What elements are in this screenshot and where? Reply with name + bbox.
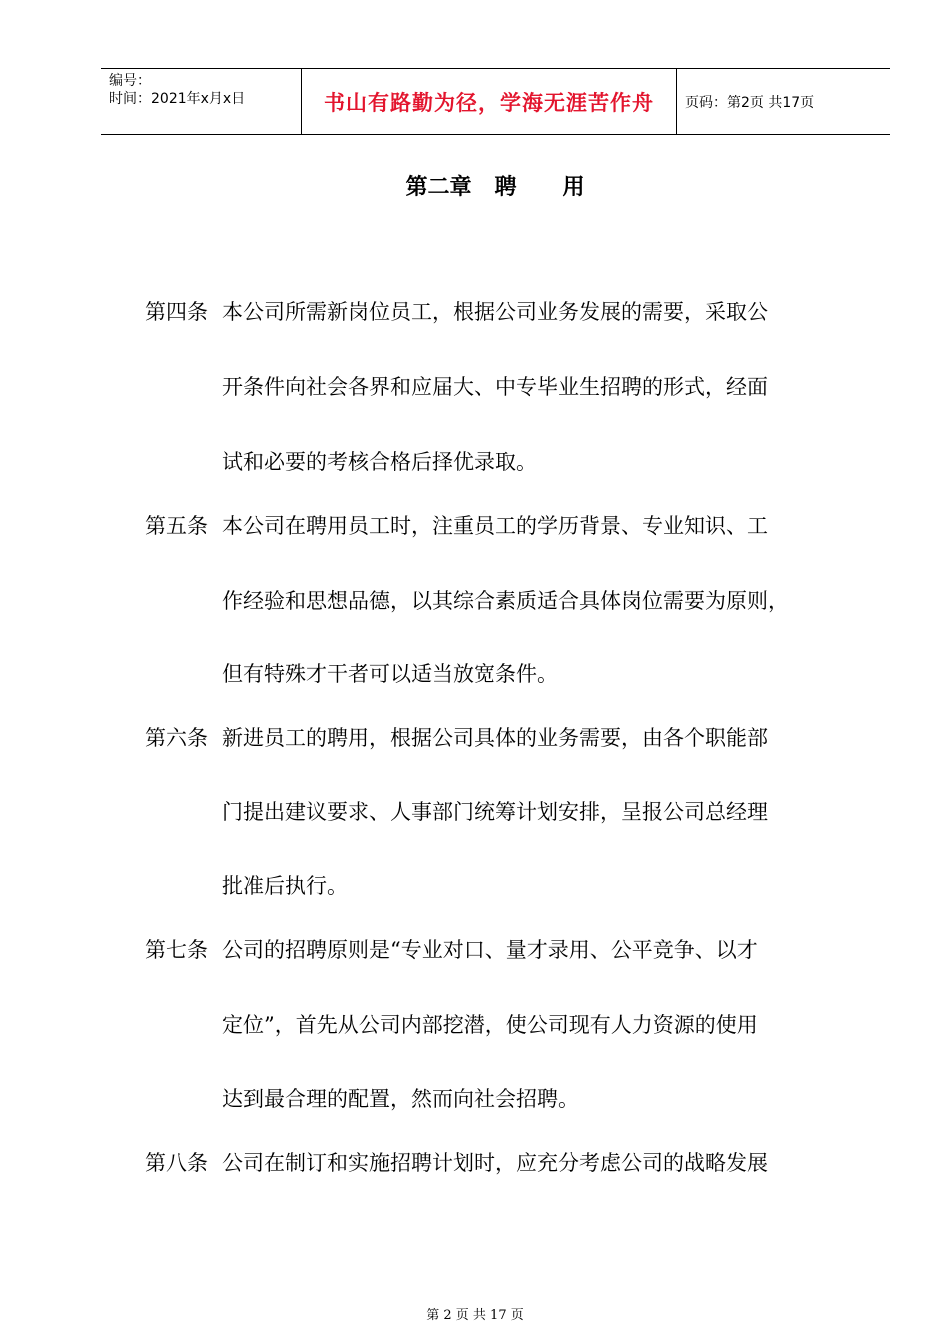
page-footer: 第 2 页 共 17 页 <box>426 1308 524 1323</box>
article-text-line: 门提出建议要求、人事部门统筹计划安排，呈报公司总经理 <box>222 800 768 824</box>
header-page-info: 页码：第2页 共17页 <box>685 95 815 111</box>
article-label: 第四条 <box>145 300 208 324</box>
header-divider <box>676 69 677 135</box>
article-text-line: 试和必要的考核合格后择优录取。 <box>222 450 537 474</box>
article-label: 第五条 <box>145 514 208 538</box>
article-label: 第七条 <box>145 938 208 962</box>
article-text-line: 达到最合理的配置，然而向社会招聘。 <box>222 1087 579 1111</box>
article-text-line: 公司的招聘原则是“专业对口、量才录用、公平竞争、以才 <box>222 938 758 962</box>
article-text-line: 公司在制订和实施招聘计划时，应充分考虑公司的战略发展 <box>222 1151 768 1175</box>
article-text-line: 开条件向社会各界和应届大、中专毕业生招聘的形式，经面 <box>222 375 768 399</box>
article-text-line: 但有特殊才干者可以适当放宽条件。 <box>222 662 558 686</box>
article-text-line: 定位”，首先从公司内部挖潜，使公司现有人力资源的使用 <box>222 1013 758 1037</box>
header-motto: 书山有路勤为径，学海无涯苦作舟 <box>324 91 654 115</box>
article-text-line: 本公司所需新岗位员工，根据公司业务发展的需要，采取公 <box>222 300 768 324</box>
article-text-line: 本公司在聘用员工时，注重员工的学历背景、专业知识、工 <box>222 514 768 538</box>
article-label: 第八条 <box>145 1151 208 1175</box>
article-text-line: 批准后执行。 <box>222 874 348 898</box>
page-header <box>101 68 890 135</box>
article-text-line: 新进员工的聘用，根据公司具体的业务需要，由各个职能部 <box>222 726 768 750</box>
article-text-line: 作经验和思想品德，以其综合素质适合具体岗位需要为原则， <box>222 589 789 613</box>
header-meta <box>109 72 299 108</box>
chapter-title: 第二章 聘 用 <box>405 175 585 200</box>
date-label: 时间：2021年x月x日 <box>109 91 246 107</box>
number-label: 编号： <box>109 73 151 89</box>
article-label: 第六条 <box>145 726 208 750</box>
